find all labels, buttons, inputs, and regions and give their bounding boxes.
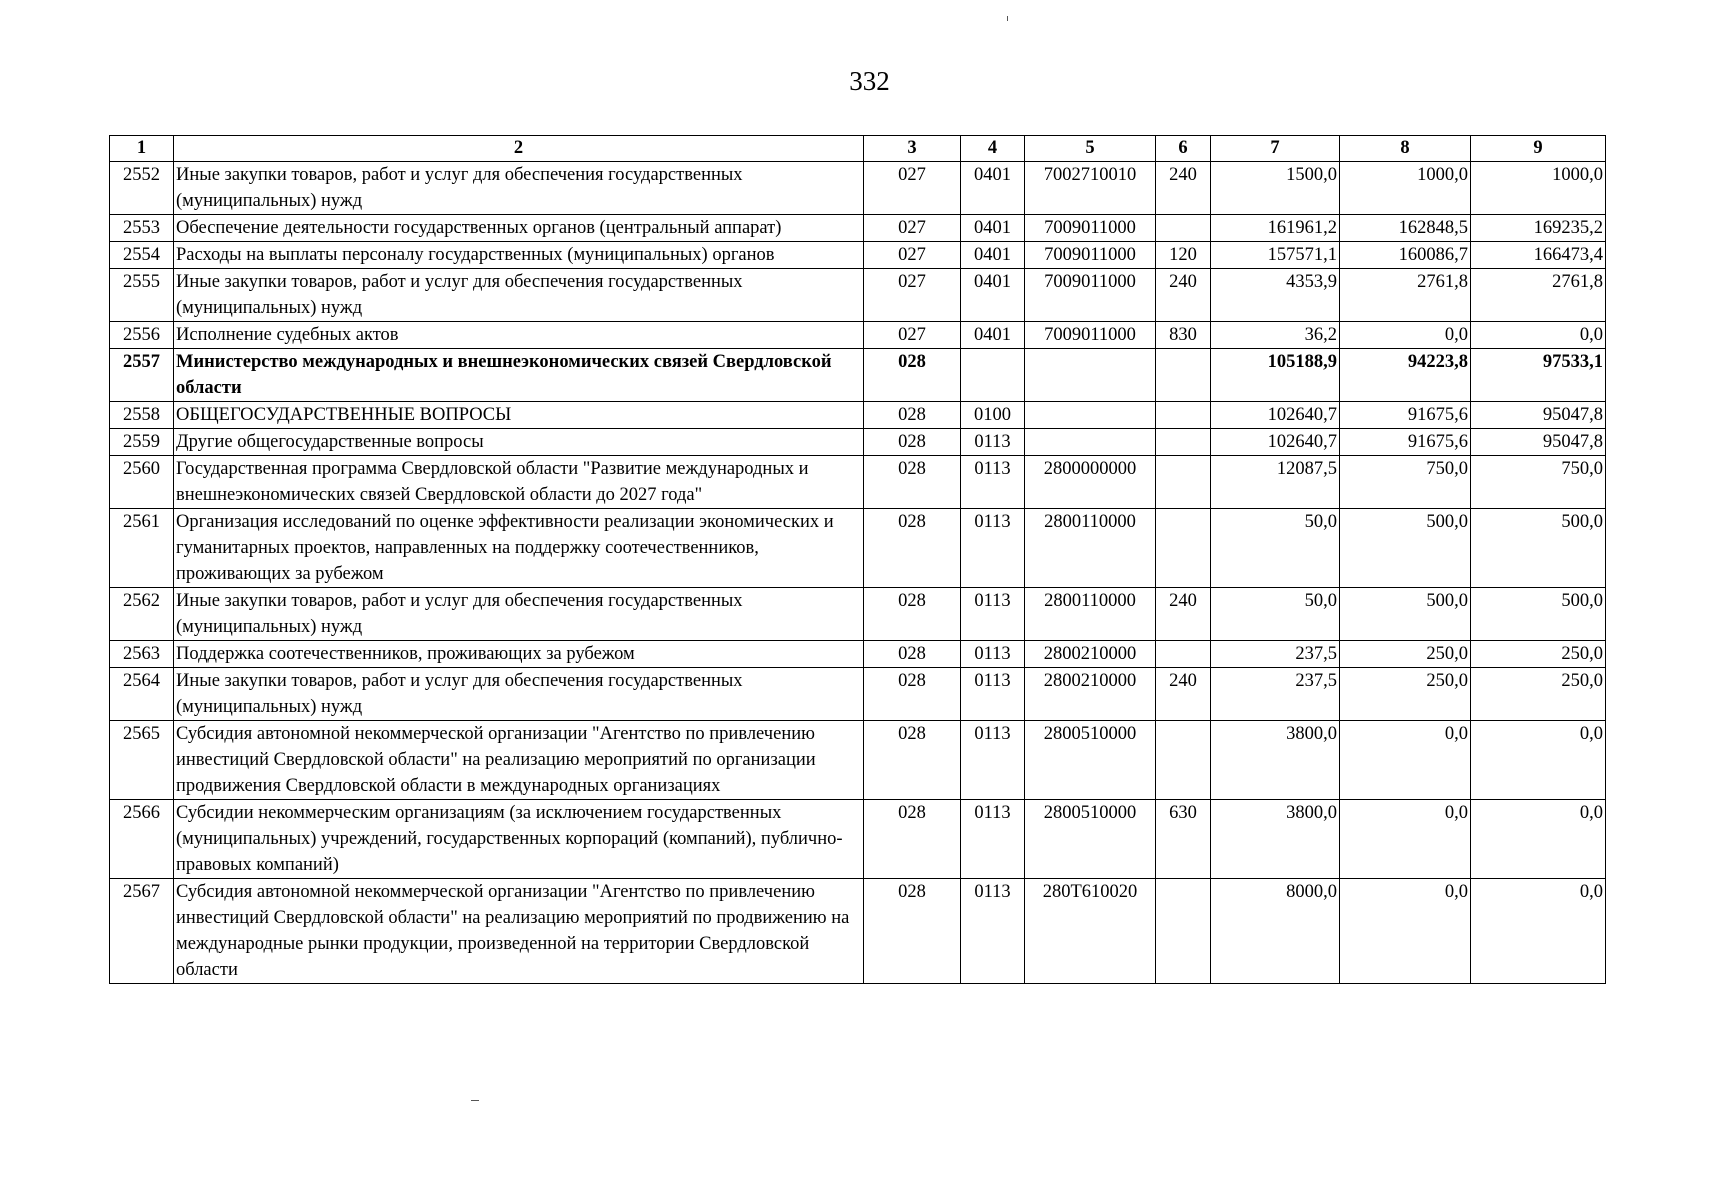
table-body [110,162,1606,984]
amount-2027-cell: 95047,8 [1471,402,1606,429]
table-row [110,162,1606,215]
amount-2026-cell: 2761,8 [1340,269,1471,322]
amount-2025-cell: 3800,0 [1211,721,1340,800]
table-row [110,242,1606,269]
amount-2025-cell: 8000,0 [1211,879,1340,984]
target-article-cell: 2800000000 [1025,456,1156,509]
amount-2026-cell: 0,0 [1340,879,1471,984]
amount-2027-cell: 2761,8 [1471,269,1606,322]
item-name-cell: Субсидия автономной некоммерческой организации "Агентство по привлечению инвестиций Свердловской области" на реализацию мероприятий по продвижению на международные рынки продукции, произведенной на территории Свердловской области [174,879,864,984]
amount-2025-cell: 102640,7 [1211,429,1340,456]
amount-2027-cell: 1000,0 [1471,162,1606,215]
table-row [110,721,1606,800]
expense-type-cell: 240 [1156,668,1211,721]
expense-type-cell [1156,721,1211,800]
amount-2027-cell: 95047,8 [1471,429,1606,456]
row-number-cell: 2561 [110,509,174,588]
amount-2025-cell: 237,5 [1211,668,1340,721]
target-article-cell: 2800110000 [1025,509,1156,588]
amount-2025-cell: 4353,9 [1211,269,1340,322]
row-number-cell: 2562 [110,588,174,641]
amount-2026-cell: 0,0 [1340,322,1471,349]
section-code-cell: 0113 [961,641,1025,668]
expense-type-cell [1156,879,1211,984]
section-code-cell: 0113 [961,456,1025,509]
item-name-cell: Другие общегосударственные вопросы [174,429,864,456]
admin-code-cell: 028 [864,879,961,984]
amount-2026-cell: 500,0 [1340,509,1471,588]
row-number-cell: 2563 [110,641,174,668]
row-number-cell: 2556 [110,322,174,349]
table-row [110,641,1606,668]
table-row [110,800,1606,879]
column-header: 1 [110,136,174,162]
expense-type-cell [1156,402,1211,429]
amount-2027-cell: 169235,2 [1471,215,1606,242]
section-code-cell: 0401 [961,215,1025,242]
expense-type-cell [1156,509,1211,588]
table-row [110,402,1606,429]
amount-2027-cell: 250,0 [1471,641,1606,668]
admin-code-cell: 028 [864,800,961,879]
amount-2026-cell: 160086,7 [1340,242,1471,269]
target-article-cell: 7009011000 [1025,215,1156,242]
amount-2027-cell: 0,0 [1471,879,1606,984]
item-name-cell: Расходы на выплаты персоналу государственных (муниципальных) органов [174,242,864,269]
table-row [110,349,1606,402]
row-number-cell: 2552 [110,162,174,215]
target-article-cell [1025,349,1156,402]
amount-2026-cell: 500,0 [1340,588,1471,641]
amount-2027-cell: 0,0 [1471,322,1606,349]
admin-code-cell: 027 [864,162,961,215]
amount-2025-cell: 50,0 [1211,588,1340,641]
scan-speck [471,1100,479,1101]
admin-code-cell: 028 [864,402,961,429]
expense-type-cell: 240 [1156,588,1211,641]
amount-2026-cell: 250,0 [1340,641,1471,668]
amount-2025-cell: 12087,5 [1211,456,1340,509]
section-code-cell: 0113 [961,879,1025,984]
amount-2026-cell: 91675,6 [1340,402,1471,429]
target-article-cell [1025,402,1156,429]
amount-2025-cell: 3800,0 [1211,800,1340,879]
table-row [110,588,1606,641]
item-name-cell: Организация исследований по оценке эффективности реализации экономических и гуманитарных проектов, направленных на поддержку соотечественников, проживающих за рубежом [174,509,864,588]
amount-2026-cell: 0,0 [1340,721,1471,800]
admin-code-cell: 027 [864,215,961,242]
row-number-cell: 2567 [110,879,174,984]
section-code-cell: 0113 [961,668,1025,721]
admin-code-cell: 028 [864,721,961,800]
expense-type-cell [1156,215,1211,242]
admin-code-cell: 028 [864,588,961,641]
expense-type-cell: 240 [1156,162,1211,215]
target-article-cell: 7009011000 [1025,269,1156,322]
amount-2026-cell: 91675,6 [1340,429,1471,456]
section-code-cell: 0401 [961,322,1025,349]
table-row [110,322,1606,349]
target-article-cell: 7009011000 [1025,242,1156,269]
amount-2027-cell: 500,0 [1471,588,1606,641]
admin-code-cell: 028 [864,668,961,721]
admin-code-cell: 027 [864,322,961,349]
item-name-cell: Исполнение судебных актов [174,322,864,349]
amount-2026-cell: 250,0 [1340,668,1471,721]
target-article-cell [1025,429,1156,456]
amount-2025-cell: 36,2 [1211,322,1340,349]
admin-code-cell: 028 [864,641,961,668]
row-number-cell: 2558 [110,402,174,429]
item-name-cell: Иные закупки товаров, работ и услуг для обеспечения государственных (муниципальных) нужд [174,668,864,721]
column-header: 3 [864,136,961,162]
admin-code-cell: 027 [864,242,961,269]
section-code-cell: 0113 [961,721,1025,800]
budget-table [109,135,1606,984]
target-article-cell: 2800510000 [1025,721,1156,800]
section-code-cell: 0113 [961,429,1025,456]
amount-2025-cell: 1500,0 [1211,162,1340,215]
row-number-cell: 2553 [110,215,174,242]
table-row [110,668,1606,721]
amount-2027-cell: 0,0 [1471,721,1606,800]
section-code-cell: 0401 [961,242,1025,269]
row-number-cell: 2554 [110,242,174,269]
page-number [0,66,1711,97]
amount-2025-cell: 102640,7 [1211,402,1340,429]
table-row [110,879,1606,984]
header-row [110,136,1606,162]
section-code-cell [961,349,1025,402]
admin-code-cell: 028 [864,509,961,588]
expense-type-cell: 830 [1156,322,1211,349]
item-name-cell: Поддержка соотечественников, проживающих за рубежом [174,641,864,668]
row-number-cell: 2557 [110,349,174,402]
item-name-cell: Государственная программа Свердловской области "Развитие международных и внешнеэкономических связей Свердловской области до 2027 года" [174,456,864,509]
target-article-cell: 2800210000 [1025,668,1156,721]
amount-2027-cell: 97533,1 [1471,349,1606,402]
amount-2026-cell: 0,0 [1340,800,1471,879]
amount-2026-cell: 1000,0 [1340,162,1471,215]
row-number-cell: 2559 [110,429,174,456]
table-row [110,269,1606,322]
admin-code-cell: 028 [864,349,961,402]
section-code-cell: 0113 [961,800,1025,879]
amount-2027-cell: 750,0 [1471,456,1606,509]
amount-2025-cell: 157571,1 [1211,242,1340,269]
amount-2027-cell: 500,0 [1471,509,1606,588]
column-header: 5 [1025,136,1156,162]
expense-type-cell: 120 [1156,242,1211,269]
section-code-cell: 0113 [961,588,1025,641]
column-header: 9 [1471,136,1606,162]
expense-type-cell: 240 [1156,269,1211,322]
row-number-cell: 2566 [110,800,174,879]
admin-code-cell: 028 [864,429,961,456]
amount-2025-cell: 237,5 [1211,641,1340,668]
table-row [110,509,1606,588]
expense-type-cell [1156,456,1211,509]
column-header: 6 [1156,136,1211,162]
target-article-cell: 7002710010 [1025,162,1156,215]
amount-2026-cell: 750,0 [1340,456,1471,509]
item-name-cell: Субсидия автономной некоммерческой организации "Агентство по привлечению инвестиций Свердловской области" на реализацию мероприятий по организации продвижения Свердловской области в международных организациях [174,721,864,800]
target-article-cell: 2800210000 [1025,641,1156,668]
expense-type-cell: 630 [1156,800,1211,879]
amount-2027-cell: 166473,4 [1471,242,1606,269]
amount-2026-cell: 162848,5 [1340,215,1471,242]
target-article-cell: 2800510000 [1025,800,1156,879]
amount-2027-cell: 250,0 [1471,668,1606,721]
table-row [110,215,1606,242]
section-code-cell: 0113 [961,509,1025,588]
scan-speck [1007,16,1008,21]
item-name-cell: Субсидии некоммерческим организациям (за исключением государственных (муниципальных) учреждений, государственных корпораций (компаний), публично-правовых компаний) [174,800,864,879]
column-header: 8 [1340,136,1471,162]
section-code-cell: 0401 [961,162,1025,215]
amount-2025-cell: 50,0 [1211,509,1340,588]
section-code-cell: 0100 [961,402,1025,429]
row-number-cell: 2565 [110,721,174,800]
item-name-cell: Иные закупки товаров, работ и услуг для обеспечения государственных (муниципальных) нужд [174,269,864,322]
amount-2027-cell: 0,0 [1471,800,1606,879]
row-number-cell: 2564 [110,668,174,721]
target-article-cell: 7009011000 [1025,322,1156,349]
target-article-cell: 2800110000 [1025,588,1156,641]
row-number-cell: 2555 [110,269,174,322]
item-name-cell: ОБЩЕГОСУДАРСТВЕННЫЕ ВОПРОСЫ [174,402,864,429]
table-row [110,456,1606,509]
admin-code-cell: 027 [864,269,961,322]
column-header: 4 [961,136,1025,162]
page-number-text: 332 [849,66,890,96]
column-header: 2 [174,136,864,162]
table-row [110,429,1606,456]
item-name-cell: Министерство международных и внешнеэкономических связей Свердловской области [174,349,864,402]
row-number-cell: 2560 [110,456,174,509]
amount-2025-cell: 105188,9 [1211,349,1340,402]
item-name-cell: Обеспечение деятельности государственных органов (центральный аппарат) [174,215,864,242]
target-article-cell: 280T610020 [1025,879,1156,984]
column-header: 7 [1211,136,1340,162]
expense-type-cell [1156,641,1211,668]
amount-2026-cell: 94223,8 [1340,349,1471,402]
amount-2025-cell: 161961,2 [1211,215,1340,242]
section-code-cell: 0401 [961,269,1025,322]
expense-type-cell [1156,349,1211,402]
admin-code-cell: 028 [864,456,961,509]
item-name-cell: Иные закупки товаров, работ и услуг для обеспечения государственных (муниципальных) нужд [174,588,864,641]
item-name-cell: Иные закупки товаров, работ и услуг для обеспечения государственных (муниципальных) нужд [174,162,864,215]
expense-type-cell [1156,429,1211,456]
